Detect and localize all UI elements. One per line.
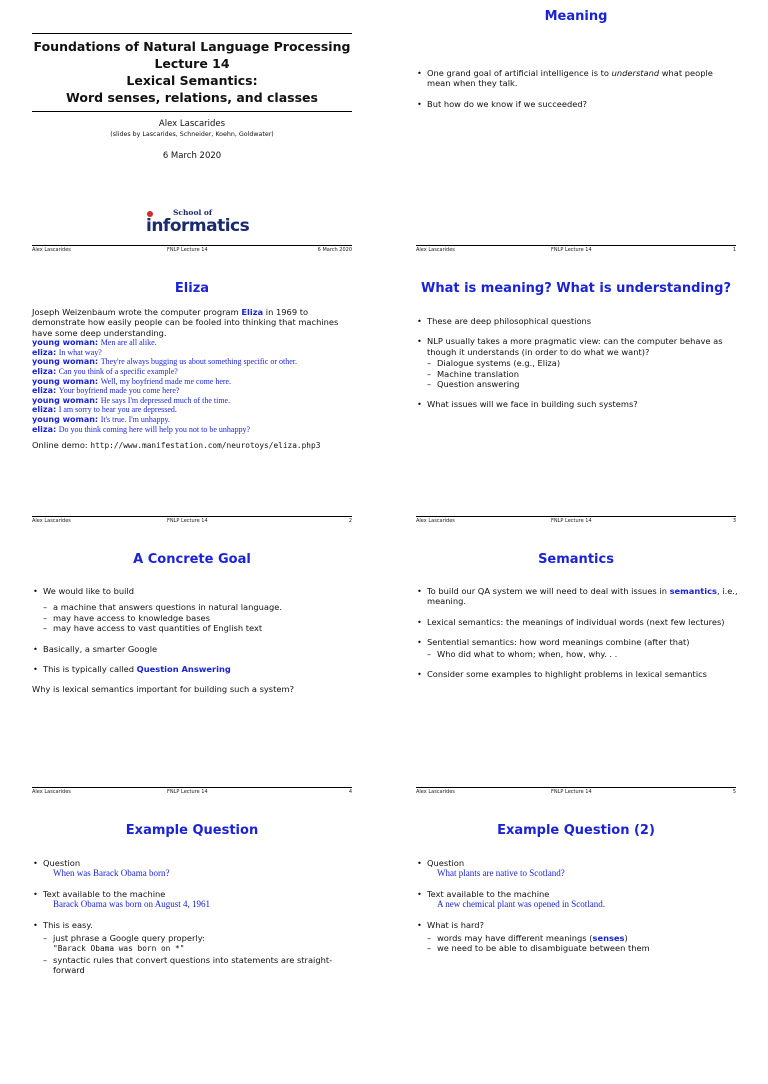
bullet: • Lexical semantics: the meanings of individual words (next few lectures) [416,617,738,627]
sub-bullet: – just phrase a Google query properly: "Barack Obama was born on *" [43,933,354,955]
bullet: • What issues will we face in building such systems? [416,399,738,409]
slide-body [32,307,354,452]
slide-example-question-2 [384,813,768,1084]
slide-footer: Alex Lascarides FNLP Lecture 14 5 [416,789,736,795]
slide-footer: Alex Lascarides FNLP Lecture 14 2 [32,518,352,524]
bullet: • NLP usually takes a more pragmatic view: can the computer behave as though it understands (in order to do what we want)? – Dialogue systems (e.g., Eliza) – Machine translation – Question answering [416,336,738,389]
slide-example-question [0,813,384,1084]
credits: (slides by Lascarides, Schneider, Koehn, Goldwater) [110,131,274,138]
top-rule [32,33,352,34]
slide-body [416,68,738,119]
bullet: • This is easy. – just phrase a Google query properly: "Barack Obama was born on *" – syntactic rules that convert questions into statements are straight-forward [32,920,354,976]
slide-body [32,586,354,695]
bullet: • These are deep philosophical questions [416,316,738,326]
sub-bullet: – may have access to vast quantities of English text [43,623,354,633]
slide-footer: Alex Lascarides FNLP Lecture 14 3 [416,518,736,524]
slide-heading: Meaning [544,9,608,24]
slide-concrete-goal [0,542,384,813]
slide-footer: Alex Lascarides FNLP Lecture 14 4 [32,789,352,795]
title-rule [32,111,352,112]
example-text: What plants are native to Scotland? [437,868,565,879]
online-demo: Online demo: http://www.manifestation.com/neurotoys/eliza.php3 [32,440,321,451]
slide-meaning [384,0,768,271]
slide-title: Foundations of Natural Language Processing Lecture 14 Lexical Semantics: Word senses, relations, and classes Alex Lascarides (slides by Lascarides, Schneider, Koehn, Goldwater) 6 March 2020 School of informatics Alex Lascarides FNLP Lecture 14 6 March 2020 [0,0,384,271]
slide-body [416,858,738,964]
slide-footer: Alex Lascarides FNLP Lecture 14 1 [416,247,736,253]
bullet: • To build our QA system we will need to deal with issues in semantics, i.e., meaning. [416,586,738,607]
dialogue-line: eliza: Your boyfriend made you come here? [32,386,180,396]
dialogue-line: eliza: Do you think coming here will help you not to be unhappy? [32,424,251,434]
dialogue-line: eliza: In what way? [32,347,102,357]
bullet: • Text available to the machine Barack Obama was born on August 4, 1961 [32,889,354,910]
example-text: A new chemical plant was opened in Scotland. [437,899,605,910]
code-text: "Barack Obama was born on *" [53,944,185,954]
bullet: • One grand goal of artificial intelligence is to understand what people mean when they talk. [416,68,738,89]
slide-heading: Example Question [125,823,259,838]
author: Alex Lascarides [158,119,226,129]
demo-link[interactable]: http://www.manifestation.com/neurotoys/eliza.php3 [90,441,321,451]
sub-bullet: – may have access to knowledge bases [43,613,354,623]
intro-text: Joseph Weizenbaum wrote the computer program Eliza in 1969 to demonstrate how easily people can be fooled into thinking that machines have some deep understanding. [32,307,339,338]
slide-heading: A Concrete Goal [133,552,251,567]
sub-bullet: – words may have different meanings (senses) [427,933,738,943]
slide-body [416,316,738,420]
bullet: • Text available to the machine A new chemical plant was opened in Scotland. [416,889,738,910]
example-text: Barack Obama was born on August 4, 1961 [53,899,210,910]
sub-bullet: – syntactic rules that convert questions into statements are straight-forward [43,955,354,976]
slide-heading: Example Question (2) [497,823,655,838]
dialogue-line: young woman: They're always bugging us about something specific or other. [32,357,297,367]
slide-body [32,858,354,986]
eliza-dialogue [32,338,354,434]
slide-body [416,586,738,689]
lecture-title: Foundations of Natural Language Processing Lecture 14 Lexical Semantics: Word senses, relations, and classes [33,39,351,105]
bullet: • Consider some examples to highlight problems in lexical semantics [416,669,738,679]
sub-bullet: – Question answering [427,379,738,389]
date: 6 March 2020 [162,151,222,161]
bullet: • What is hard? – words may have different meanings (senses) – we need to be able to disambiguate between them [416,920,738,954]
sub-bullet: – a machine that answers questions in natural language. [43,602,354,612]
slide-heading: Semantics [538,552,614,567]
bullet: • But how do we know if we succeeded? [416,99,738,109]
question-text: Why is lexical semantics important for building such a system? [32,684,294,695]
example-text: When was Barack Obama born? [53,868,170,879]
dialogue-line: young woman: It's true. I'm unhappy. [32,414,170,424]
sub-bullet: – Dialogue systems (e.g., Eliza) [427,358,738,368]
slide-heading: What is meaning? What is understanding? [420,281,731,296]
slide-what-is-meaning [384,271,768,542]
bullet: • Question When was Barack Obama born? [32,858,354,879]
slide-heading: Eliza [174,281,210,296]
slide-eliza [0,271,384,542]
bullet: • Question What plants are native to Scotland? [416,858,738,879]
slide-semantics [384,542,768,813]
slide-footer: Alex Lascarides FNLP Lecture 14 6 March 2020 [32,247,352,253]
bullet: • This is typically called Question Answering [32,664,354,674]
sub-bullet: – Machine translation [427,369,738,379]
bullet: • Sentential semantics: how word meanings combine (after that) – Who did what to whom; when, how, why. . . [416,637,738,659]
sub-bullet: – Who did what to whom; when, how, why. . . [427,649,738,659]
sub-bullet: – we need to be able to disambiguate between them [427,943,738,953]
dialogue-line: eliza: I am sorry to hear you are depressed. [32,405,177,415]
bullet: • Basically, a smarter Google [32,644,354,654]
dialogue-line: young woman: Men are all alike. [32,338,157,348]
dialogue-line: young woman: He says I'm depressed much of the time. [32,395,231,405]
dialogue-line: young woman: Well, my boyfriend made me come here. [32,376,232,386]
dialogue-line: eliza: Can you think of a specific example? [32,367,178,376]
bullet: • We would like to build – a machine that answers questions in natural language. – may have access to knowledge bases – may have access to vast quantities of English text [32,586,354,634]
